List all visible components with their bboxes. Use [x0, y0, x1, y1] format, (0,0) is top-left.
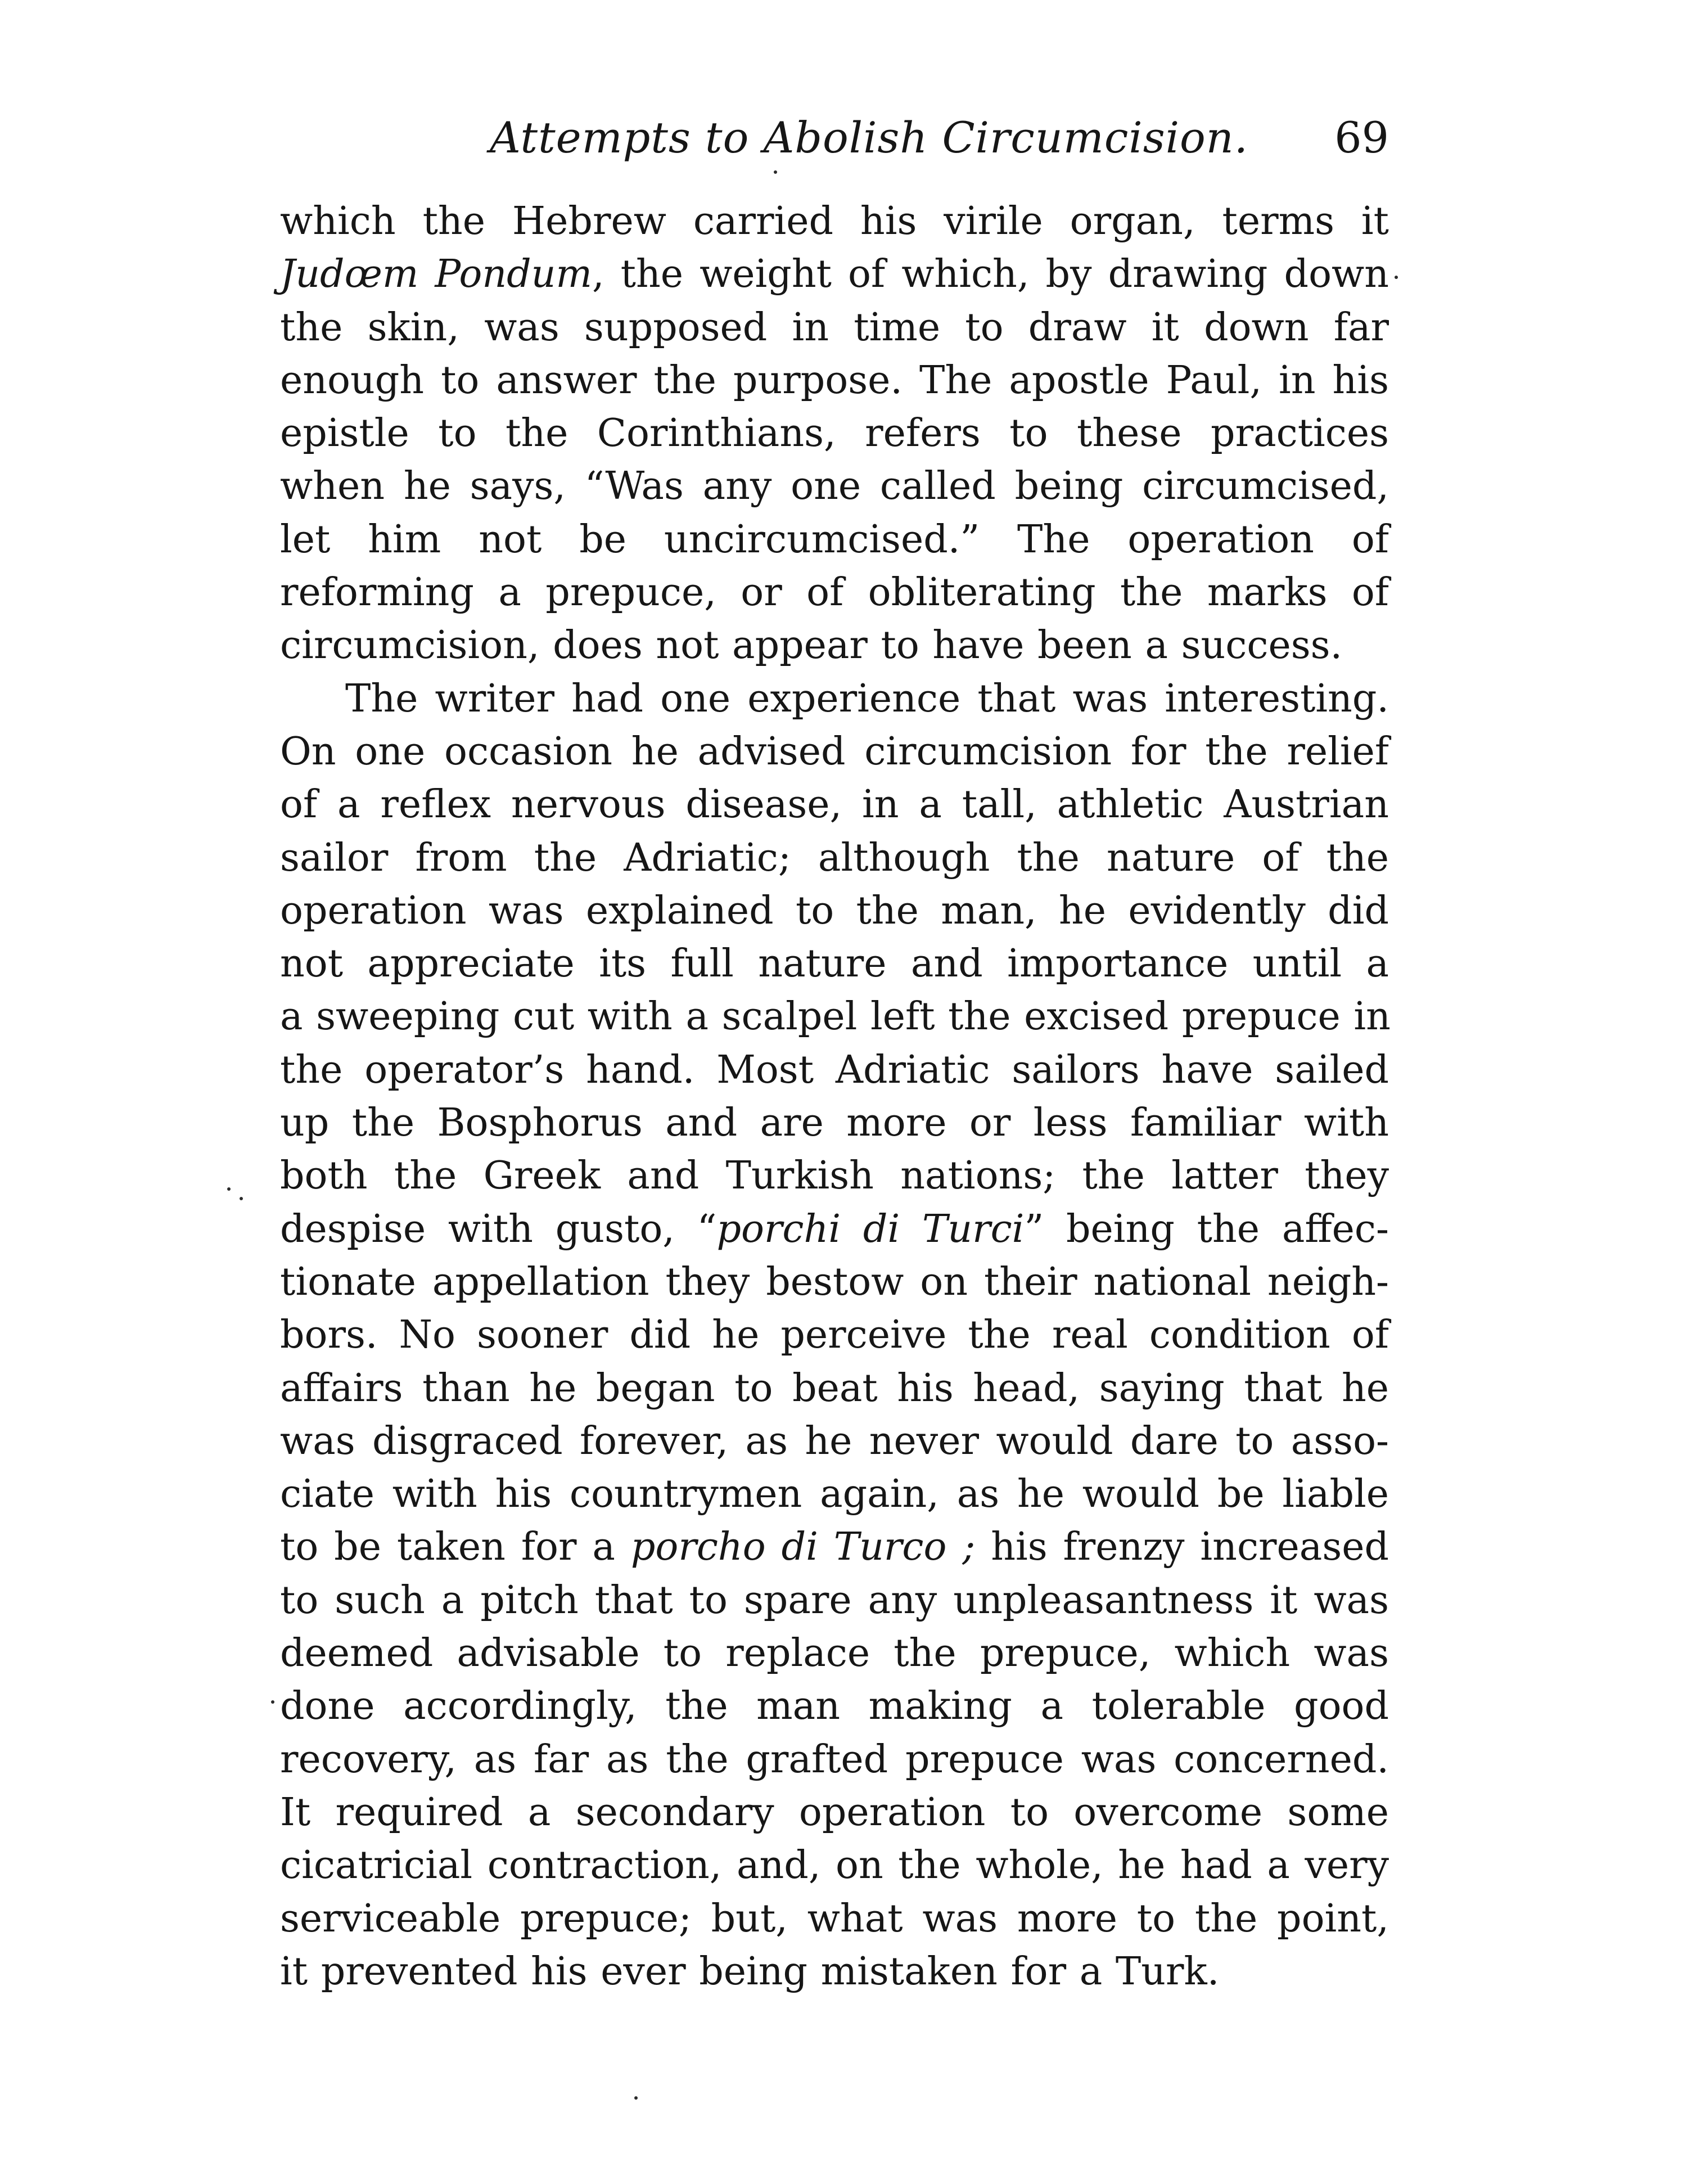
text-line: tionate appellation they bestow on their national neigh-	[280, 1259, 1389, 1304]
text-run: ” being the affec-	[1024, 1206, 1389, 1251]
text-line: On one occasion he advised circumcision for the relief	[280, 729, 1389, 774]
italic-phrase: porcho di Turco ;	[630, 1525, 976, 1570]
text-line: operation was explained to the man, he evidently did	[280, 888, 1389, 933]
print-speck	[774, 170, 777, 174]
text-run: to be taken for a	[280, 1525, 631, 1570]
text-line: reforming a prepuce, or of obliterating the marks of	[280, 570, 1389, 615]
text-line: affairs than he began to beat his head, saying that he	[280, 1366, 1389, 1411]
text-line: serviceable prepuce; but, what was more to the point,	[280, 1896, 1389, 1941]
text-run: , the weight of which, by drawing down	[592, 252, 1389, 297]
text-line	[280, 1203, 1389, 1256]
text-line: a sweeping cut with a scalpel left the excised prepuce in	[280, 994, 1391, 1039]
text-line: the skin, was supposed in time to draw it down far	[280, 305, 1389, 350]
text-line: let him not be uncircumcised.” The operation of	[280, 517, 1389, 562]
text-line	[280, 248, 1389, 301]
text-line: sailor from the Adriatic; although the nature of the	[280, 835, 1389, 880]
print-speck	[227, 1187, 231, 1191]
text-line: it prevented his ever being mistaken for a Turk.	[280, 1949, 1220, 1994]
text-line: when he says, “Was any one called being circumcised,	[280, 464, 1389, 509]
text-line: circumcision, does not appear to have been a success.	[280, 623, 1343, 668]
text-line: was disgraced forever, as he never would dare to asso-	[280, 1419, 1389, 1463]
text-line: ciate with his countrymen again, as he would be liable	[280, 1472, 1389, 1517]
print-speck	[271, 1700, 274, 1704]
text-line: the operator’s hand. Most Adriatic sailors have sailed	[280, 1047, 1389, 1092]
running-title: Attempts to Abolish Circumcision.	[490, 112, 1248, 163]
print-speck	[240, 1197, 243, 1200]
text-line: epistle to the Corinthians, refers to these practices	[280, 411, 1389, 456]
text-line	[280, 1521, 1389, 1574]
italic-phrase: Judœm Pondum	[280, 252, 592, 297]
text-line: done accordingly, the man making a tolerable good	[280, 1684, 1389, 1729]
text-line: up the Bosphorus and are more or less familiar with	[280, 1101, 1389, 1146]
text-line: which the Hebrew carried his virile organ, terms it	[280, 199, 1389, 244]
text-run: his frenzy increased	[975, 1525, 1389, 1570]
page-header	[280, 107, 1389, 169]
text-line: both the Greek and Turkish nations; the latter they	[280, 1154, 1389, 1199]
text-line: deemed advisable to replace the prepuce, which was	[280, 1631, 1389, 1676]
text-line: bors. No sooner did he perceive the real condition of	[280, 1313, 1389, 1358]
page-number: 69	[1334, 112, 1389, 163]
text-line: The writer had one experience that was interesting.	[345, 676, 1389, 721]
text-line: cicatricial contraction, and, on the whole, he had a very	[280, 1843, 1389, 1888]
text-line: It required a secondary operation to overcome some	[280, 1790, 1389, 1835]
text-line: enough to answer the purpose. The apostle Paul, in his	[280, 358, 1389, 403]
text-line: recovery, as far as the grafted prepuce was concerned.	[280, 1737, 1389, 1782]
italic-phrase: porchi di Turci	[716, 1206, 1025, 1251]
print-speck	[634, 2096, 638, 2100]
text-line: of a reflex nervous disease, in a tall, athletic Austrian	[280, 782, 1389, 827]
text-line: to such a pitch that to spare any unpleasantness it was	[280, 1578, 1389, 1623]
print-speck	[1395, 276, 1398, 279]
body-text	[280, 195, 1389, 1998]
text-line: not appreciate its full nature and importance until a	[280, 942, 1389, 987]
text-run: despise with gusto, “	[280, 1206, 717, 1251]
